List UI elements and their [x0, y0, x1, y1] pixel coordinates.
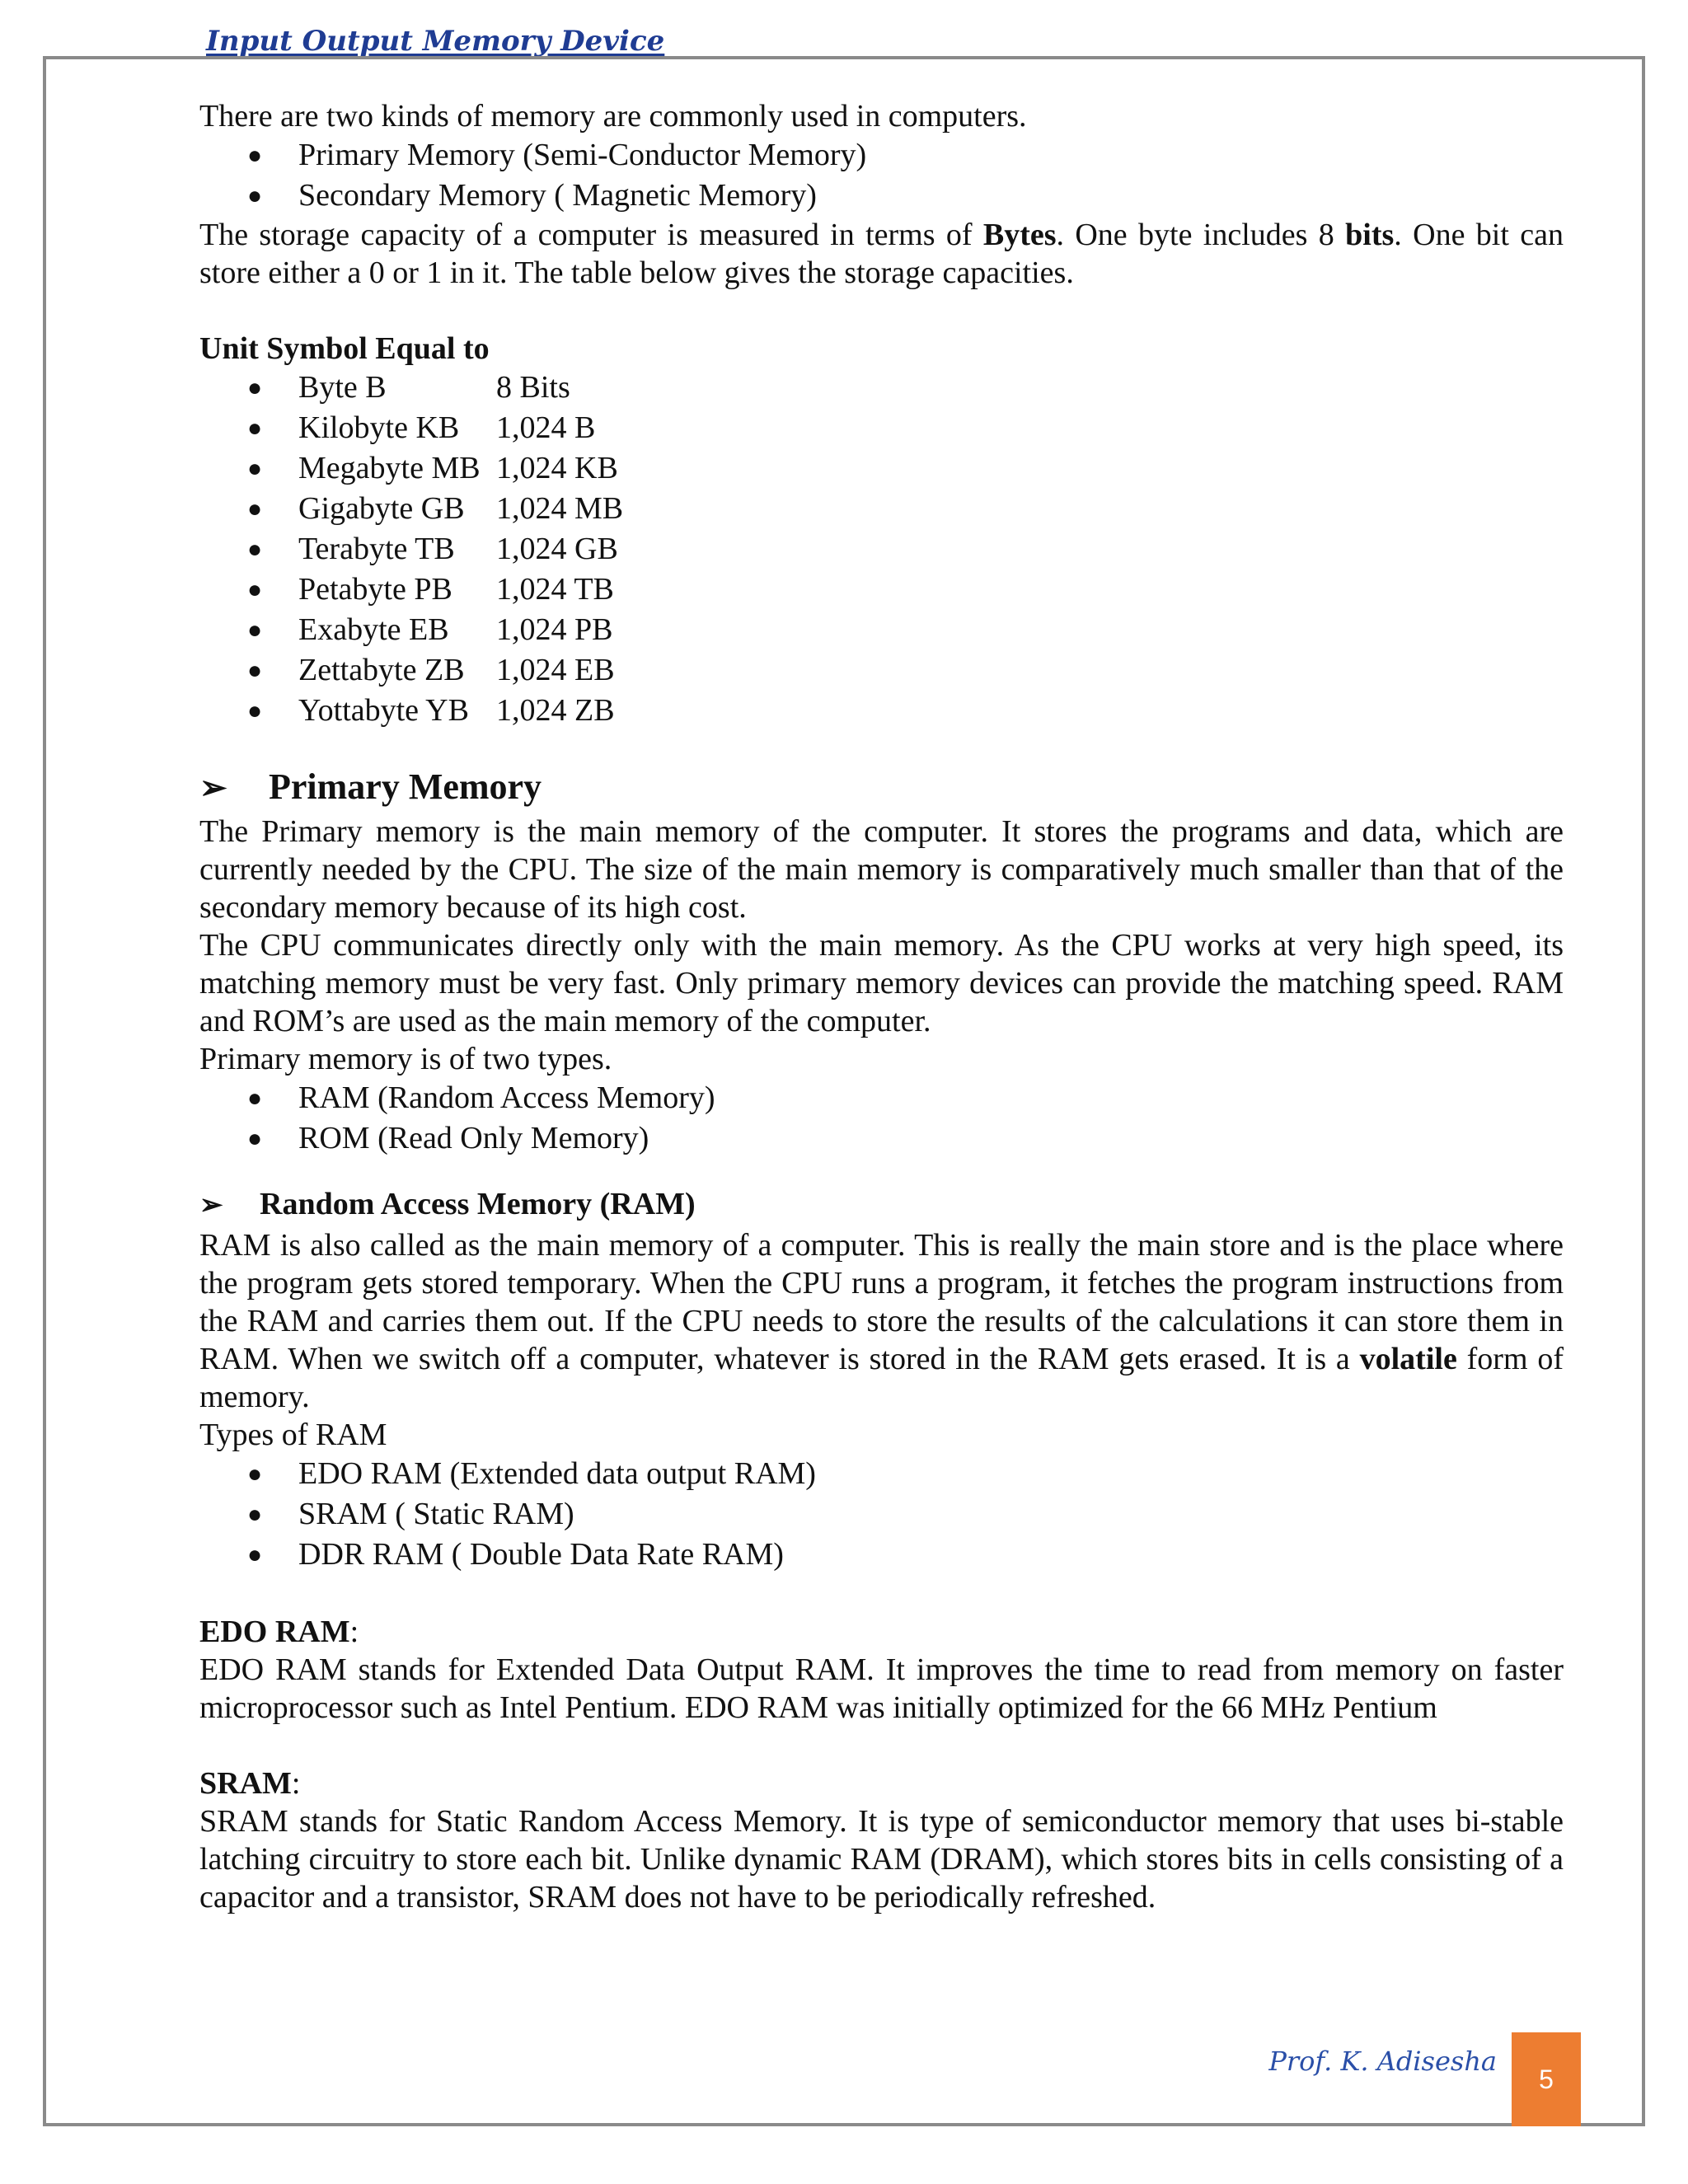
list-item: ● SRAM ( Static RAM)	[199, 1494, 1564, 1535]
primary-types-list	[199, 1078, 1564, 1159]
primary-paragraph-1: The Primary memory is the main memory of the computer. It stores the programs and data, which are currently needed by the CPU. The size of the main memory is comparatively much smaller than that of the secondary memory because of its high cost.	[199, 814, 1564, 925]
bullet-icon: ●	[247, 1460, 263, 1488]
list-item: ● Kilobyte KB 1,024 B	[199, 408, 1564, 448]
page-number-badge: 5	[1512, 2032, 1581, 2126]
bullet-icon: ●	[247, 142, 263, 169]
units-list	[199, 368, 1564, 731]
bullet-icon: ●	[247, 657, 263, 684]
bullet-icon: ●	[247, 374, 263, 401]
bullet-icon: ●	[247, 576, 263, 603]
page-content	[199, 97, 1564, 1916]
list-item: ● Secondary Memory ( Magnetic Memory)	[199, 176, 1564, 216]
list-item: ● EDO RAM (Extended data output RAM)	[199, 1454, 1564, 1494]
bullet-icon: ●	[247, 1125, 263, 1152]
ram-paragraph: RAM is also called as the main memory of a computer. This is really the main store and is the place where the program gets stored temporary. When the CPU runs a program, it fetches the program instructions from the RAM and carries them out. If the CPU needs to store the results of the calculations it can store them in RAM. When we switch off a computer, whatever is stored in the RAM gets erased. It is a volatile form of memory.	[199, 1228, 1564, 1414]
primary-paragraph-3: Primary memory is of two types.	[199, 1042, 612, 1076]
arrowhead-icon: ➢	[199, 769, 227, 806]
list-item: ● Petabyte PB 1,024 TB	[199, 569, 1564, 610]
arrowhead-icon: ➢	[199, 1190, 223, 1221]
edo-heading: EDO RAM:	[199, 1615, 359, 1649]
bullet-icon: ●	[247, 536, 263, 563]
capacity-paragraph: The storage capacity of a computer is measured in terms of Bytes. One byte includes 8 bits. One bit can store either a 0 or 1 in it. The table below gives the storage capacities.	[199, 218, 1564, 290]
bullet-icon: ●	[247, 455, 263, 482]
sram-paragraph: SRAM stands for Static Random Access Memory. It is type of semiconductor memory that uses bi-stable latching circuitry to store each bit. Unlike dynamic RAM (DRAM), which stores bits in cells consisting of a capacitor and a transistor, SRAM does not have to be periodically refreshed.	[199, 1804, 1564, 1915]
bullet-icon: ●	[247, 697, 263, 724]
ram-types-label: Types of RAM	[199, 1418, 387, 1452]
bullet-icon: ●	[247, 1541, 263, 1568]
list-item: ● Exabyte EB 1,024 PB	[199, 610, 1564, 650]
footer-author: Prof. K. Adisesha	[1268, 2046, 1497, 2077]
list-item: ● Gigabyte GB 1,024 MB	[199, 489, 1564, 529]
primary-paragraph-2: The CPU communicates directly only with the main memory. As the CPU works at very high speed, its matching memory must be very fast. Only primary memory devices can provide the matching speed. RAM and ROM’s are used as the main memory of the computer.	[199, 928, 1564, 1038]
bullet-icon: ●	[247, 616, 263, 644]
bullet-icon: ●	[247, 182, 263, 209]
ram-heading: ➢ Random Access Memory (RAM)	[199, 1183, 1564, 1226]
list-item: ● ROM (Read Only Memory)	[199, 1118, 1564, 1159]
list-item: ● Megabyte MB 1,024 KB	[199, 448, 1564, 489]
edo-paragraph: EDO RAM stands for Extended Data Output RAM. It improves the time to read from memory on faster microprocessor such as Intel Pentium. EDO RAM was initially optimized for the 66 MHz Pentium	[199, 1652, 1564, 1725]
sram-heading: SRAM:	[199, 1766, 301, 1801]
ram-types-list	[199, 1454, 1564, 1575]
list-item: ● Terabyte TB 1,024 GB	[199, 529, 1564, 569]
list-item: ● Zettabyte ZB 1,024 EB	[199, 650, 1564, 691]
list-item: ● Yottabyte YB 1,024 ZB	[199, 691, 1564, 731]
bullet-icon: ●	[247, 415, 263, 442]
bullet-icon: ●	[247, 1085, 263, 1112]
intro-text: There are two kinds of memory are commonly used in computers.	[199, 99, 1027, 134]
units-heading: Unit Symbol Equal to	[199, 331, 490, 366]
primary-memory-heading: ➢ Primary Memory	[199, 762, 1564, 813]
memory-kinds-list	[199, 135, 1564, 216]
page-header-title: Input Output Memory Device	[206, 25, 665, 58]
list-item: ● RAM (Random Access Memory)	[199, 1078, 1564, 1118]
list-item: ● DDR RAM ( Double Data Rate RAM)	[199, 1535, 1564, 1575]
list-item: ● Byte B 8 Bits	[199, 368, 1564, 408]
bullet-icon: ●	[247, 495, 263, 523]
bullet-icon: ●	[247, 1501, 263, 1528]
list-item: ● Primary Memory (Semi-Conductor Memory)	[199, 135, 1564, 176]
